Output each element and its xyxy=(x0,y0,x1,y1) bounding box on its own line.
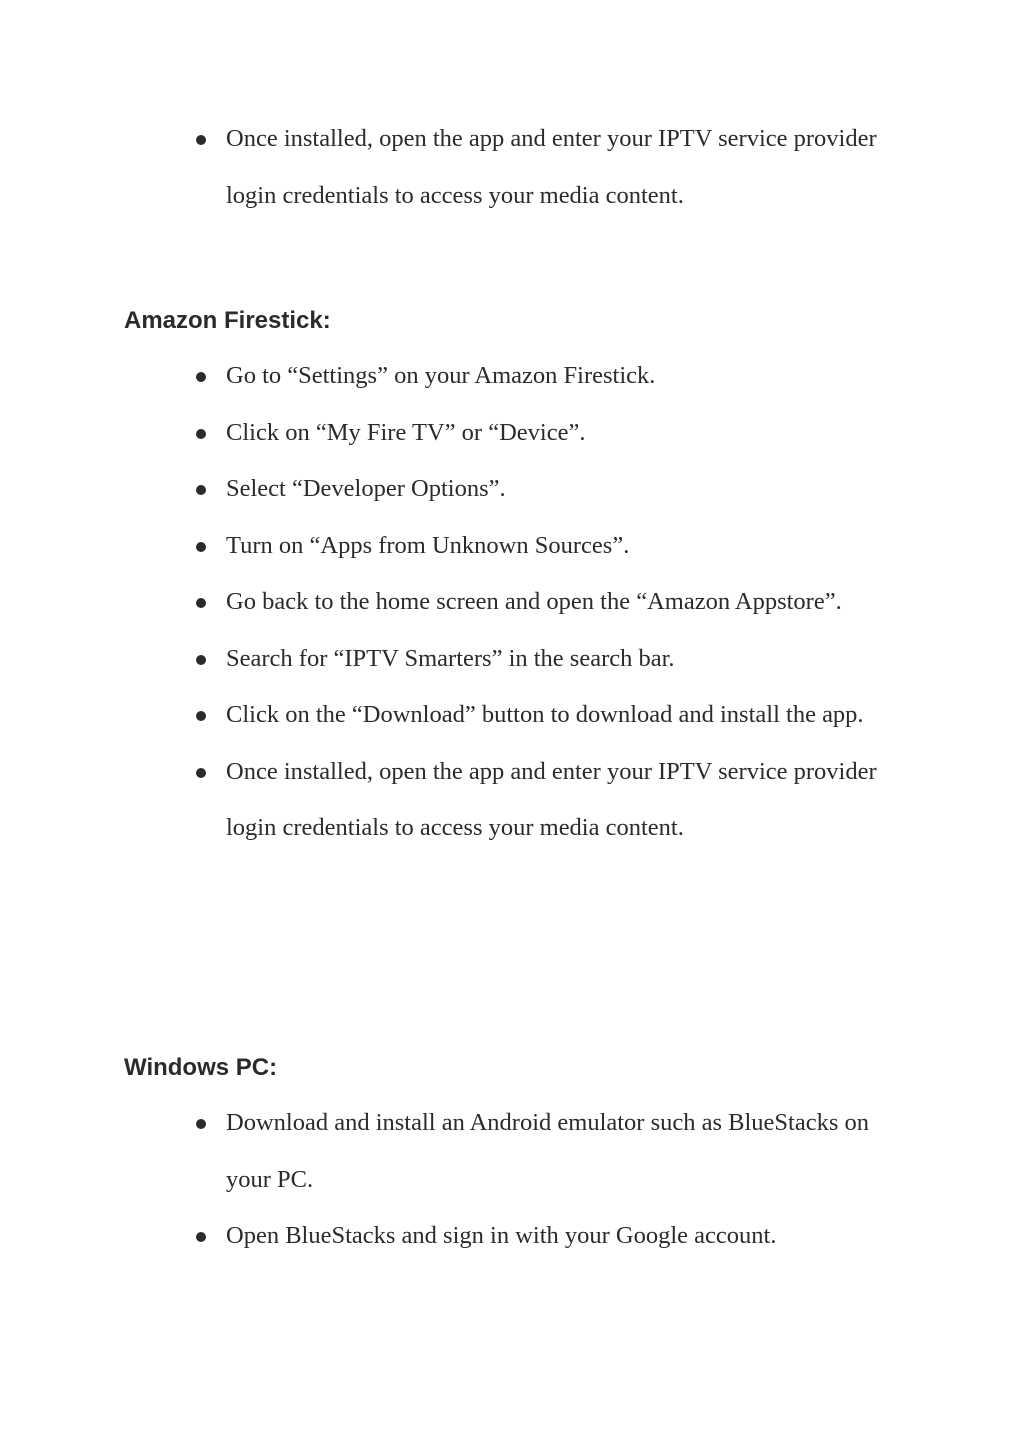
list-item xyxy=(0,574,886,631)
list-item-text: Click on “My Fire TV” or “Device”. xyxy=(226,418,586,446)
list-item-text: Turn on “Apps from Unknown Sources”. xyxy=(226,531,630,559)
bullet-icon xyxy=(196,485,206,495)
bullet-icon xyxy=(196,768,206,778)
list-item xyxy=(0,744,886,857)
list-item-text: Open BlueStacks and sign in with your Google account. xyxy=(226,1222,777,1249)
bullet-icon xyxy=(196,135,206,145)
bullet-icon xyxy=(196,1232,206,1242)
list-item xyxy=(0,631,886,688)
bullet-icon xyxy=(196,1119,206,1129)
bullet-icon xyxy=(196,598,206,608)
list-item xyxy=(0,461,886,518)
list-item xyxy=(0,1208,886,1265)
intro-bullet-list xyxy=(0,111,1024,224)
list-item xyxy=(0,687,886,744)
list-item-text: Click on the “Download” button to download and install the app. xyxy=(226,701,864,728)
list-item xyxy=(0,348,886,405)
bullet-icon xyxy=(196,655,206,665)
firestick-bullet-list xyxy=(0,348,1024,857)
bullet-icon xyxy=(196,429,206,439)
list-item xyxy=(0,1095,886,1208)
list-item-text: Once installed, open the app and enter your IPTV service provider login credentials to access your media content. xyxy=(226,125,877,209)
list-item-text: Select “Developer Options”. xyxy=(226,475,506,502)
section-heading-amazon-firestick: Amazon Firestick: xyxy=(124,307,331,334)
bullet-icon xyxy=(196,542,206,552)
list-item-text: Go to “Settings” on your Amazon Firestick. xyxy=(226,362,656,389)
section-heading-windows-pc: Windows PC: xyxy=(124,1054,278,1081)
list-item-text: Go back to the home screen and open the “Amazon Appstore”. xyxy=(226,588,842,615)
list-item xyxy=(0,111,886,224)
list-item-text: Once installed, open the app and enter your IPTV service provider login credentials to access your media content. xyxy=(226,757,877,841)
bullet-icon xyxy=(196,372,206,382)
list-item xyxy=(0,518,886,575)
list-item xyxy=(0,405,886,462)
bullet-icon xyxy=(196,711,206,721)
list-item-text: Search for “IPTV Smarters” in the search bar. xyxy=(226,644,675,672)
list-item-text: Download and install an Android emulator such as BlueStacks on your PC. xyxy=(226,1109,870,1193)
windows-bullet-list xyxy=(0,1095,1024,1265)
